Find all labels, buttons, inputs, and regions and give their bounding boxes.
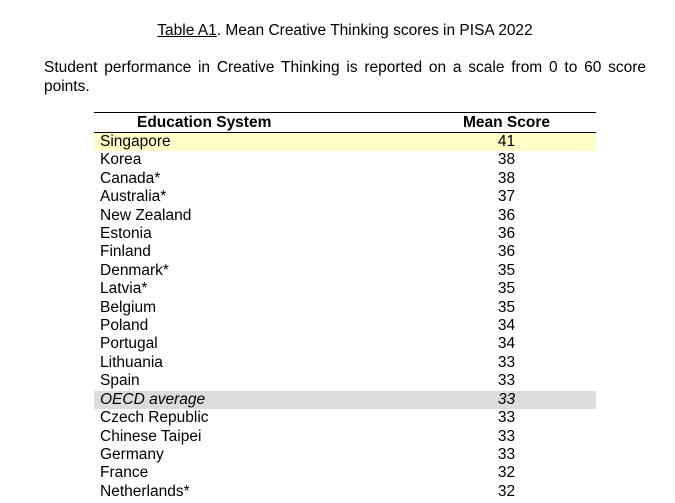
row-score: 35 — [497, 280, 516, 298]
row-score: 33 — [497, 372, 516, 390]
row-system: Denmark* — [100, 261, 169, 279]
row-score: 41 — [417, 133, 596, 152]
oecd-average-row — [94, 391, 596, 409]
row-system: Singapore — [94, 133, 417, 152]
row-score: 36 — [497, 206, 516, 224]
intro-paragraph: Student performance in Creative Thinking is reported on a scale from 0 to 60 score points. — [44, 59, 646, 95]
row-score: 36 — [497, 243, 516, 261]
table-row — [94, 243, 596, 261]
table-row — [94, 262, 596, 280]
row-system: Netherlands* — [100, 482, 190, 500]
table-row — [94, 483, 596, 501]
row-score: 38 — [497, 151, 516, 169]
table-row — [94, 188, 596, 206]
row-score: 34 — [497, 335, 516, 353]
header-mean-score: Mean Score — [417, 113, 596, 133]
row-system: France — [100, 464, 149, 482]
table-title-label: Table A1 — [157, 22, 217, 39]
row-system: Finland — [100, 243, 151, 261]
row-system: Portugal — [100, 335, 158, 353]
table-row — [94, 464, 596, 482]
row-score: 35 — [497, 298, 516, 316]
row-score: 33 — [497, 353, 516, 371]
table-row — [94, 133, 596, 152]
row-system: New Zealand — [100, 206, 192, 224]
table-row — [94, 225, 596, 243]
table-header-row — [94, 113, 596, 133]
row-score: 36 — [497, 225, 516, 243]
row-system: Czech Republic — [100, 409, 209, 427]
table-row — [94, 409, 596, 427]
row-score: 33 — [497, 409, 516, 427]
header-education-system: Education System — [94, 113, 417, 133]
row-system: Australia* — [100, 188, 167, 206]
row-score: 32 — [497, 464, 516, 482]
table-row — [94, 446, 596, 464]
row-system: Estonia — [100, 225, 152, 243]
table-row — [94, 428, 596, 446]
row-score: 33 — [497, 427, 516, 445]
row-system: Korea — [100, 151, 142, 169]
row-system: Spain — [100, 372, 140, 390]
row-system: Latvia* — [100, 280, 148, 298]
row-system: OECD average — [94, 391, 417, 409]
table-row — [94, 299, 596, 317]
row-score: 34 — [497, 317, 516, 335]
table-row — [94, 151, 596, 169]
row-system: Germany — [100, 445, 164, 463]
table-row — [94, 335, 596, 353]
scores-table-container — [94, 112, 596, 501]
row-system: Belgium — [100, 298, 156, 316]
table-row — [94, 354, 596, 372]
table-row — [94, 280, 596, 298]
scores-table — [94, 112, 596, 501]
table-row — [94, 372, 596, 390]
row-score: 33 — [497, 445, 516, 463]
row-score: 35 — [497, 261, 516, 279]
row-score: 38 — [497, 169, 516, 187]
table-row — [94, 207, 596, 225]
row-system: Poland — [100, 317, 149, 335]
row-score: 32 — [497, 482, 516, 500]
row-system: Lithuania — [100, 353, 163, 371]
row-score: 33 — [417, 391, 596, 409]
table-row — [94, 170, 596, 188]
table-row — [94, 317, 596, 335]
table-title-text: . Mean Creative Thinking scores in PISA 2022 — [216, 22, 533, 39]
row-score: 37 — [497, 188, 516, 206]
table-title — [0, 21, 675, 40]
row-system: Canada* — [100, 169, 161, 187]
row-system: Chinese Taipei — [100, 427, 202, 445]
